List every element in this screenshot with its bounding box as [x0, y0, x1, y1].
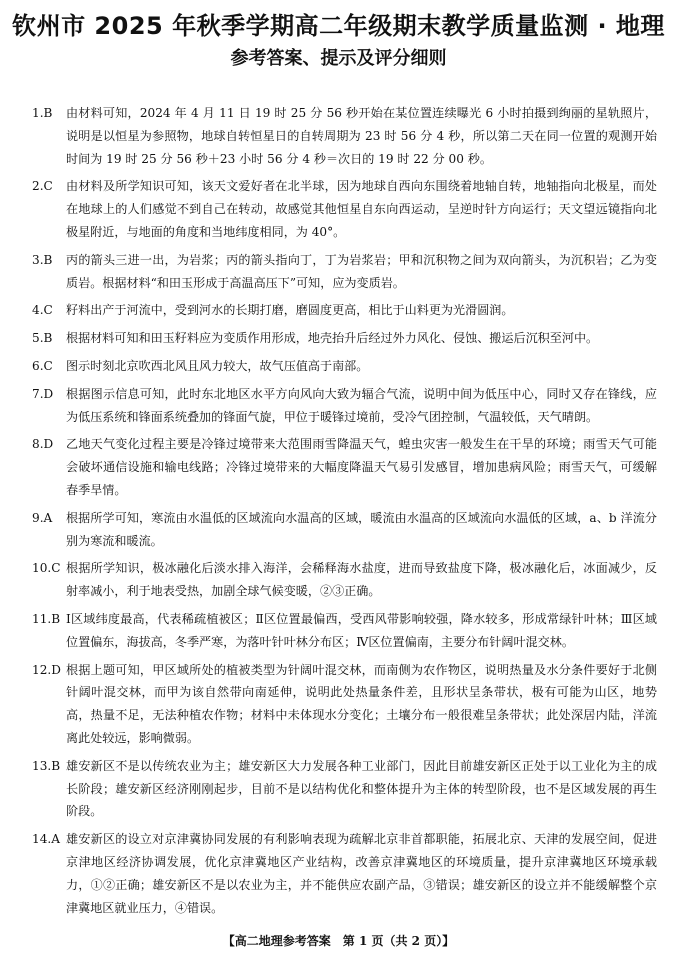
answer-explanation: 图示时刻北京吹西北风且风力较大，故气压值高于南部。: [66, 358, 369, 373]
answer-list: [32, 102, 657, 924]
answer-number: 8.D: [32, 437, 54, 452]
answer-number: 10.C: [32, 561, 61, 576]
answer-number: 1.B: [32, 106, 53, 120]
answer-explanation: 根据所学可知，寒流由水温低的区域流向水温高的区域，暖流由水温高的区域流向水温低的区域，a、b 洋流分别为寒流和暖流。: [66, 510, 657, 548]
answer-number: 14.A: [32, 832, 60, 847]
answer-number: 13.B: [32, 758, 61, 773]
answer-explanation: 由材料及所学知识可知，该天文爱好者在北半球，因为地球自西向东围绕着地轴自转，地轴指向北极星，而处在地球上的人们感觉不到自己在转动，故感觉其他恒星自东向西运动，呈逆时针方向运行；天文望远镜指向北极星附近，与地面的角度和当地纬度相同，为 40°。: [66, 179, 657, 239]
answer-explanation: 雄安新区的设立对京津冀协同发展的有利影响表现为疏解北京非首都职能，拓展北京、天津的发展空间，促进京津地区经济协调发展，优化京津冀地区产业结构，改善京津冀地区的环境质量，提升京津冀地区环境承载力，①②正确；雄安新区不是以农业为主，并不能供应农副产品，③错误；雄安新区的设立并不能缓解整个京津冀地区就业压力，④错误。: [66, 832, 657, 915]
answer-explanation: 根据所学知识，极冰融化后淡水排入海洋，会稀释海水盐度，进而导致盐度下降，极冰融化后，冰面减少，反射率减小，利于地表受热，加剧全球气候变暖，②③正确。: [66, 561, 657, 599]
answer-explanation: 丙的箭头三进一出，为岩浆；丙的箭头指向丁，丁为岩浆岩；甲和沉积物之间为双向箭头，为沉积岩；乙为变质岩。根据材料“和田玉形成于高温高压下”可知，应为变质岩。: [66, 252, 657, 290]
answer-item: [32, 828, 657, 919]
answer-item: [32, 433, 657, 501]
answer-item: [32, 102, 657, 170]
answer-explanation: 根据图示信息可知，此时东北地区水平方向风向大致为辐合气流，说明中间为低压中心，同时又存在锋线，应为低压系统和锋面系统叠加的锋面气旋，甲位于暖锋过境前，受冷气团控制，气温较低，天气晴朗。: [66, 386, 657, 424]
answer-item: [32, 299, 657, 322]
answer-number: 7.D: [32, 386, 54, 401]
page-title: 钦州市 2025 年秋季学期高二年级期末教学质量监测 · 地理: [12, 12, 665, 40]
answer-explanation: 由材料可知，2024 年 4 月 11 日 19 时 25 分 56 秒开始在某位置连续曝光 6 小时拍摄到绚丽的星轨照片，说明是以恒星为参照物，地球自转恒星日的自转周期为 23 时 56 分 4 秒，所以第二天在同一位置的观测开始时间为 19 时 25 分 56 秒＋23 小时 56 分 4 秒＝次日的 19 时 22 分 00 秒。: [66, 106, 657, 166]
answer-number: 11.B: [32, 611, 61, 626]
answer-explanation: Ⅰ区域纬度最高，代表稀疏植被区；Ⅱ区位置最偏西，受西风带影响较强，降水较多，形成常绿针叶林；Ⅲ区域位置偏东，海拔高，冬季严寒，为落叶针叶林分布区；Ⅳ区位置偏南，主要分布针阔叶混交林。: [66, 611, 657, 649]
answer-item: [32, 755, 657, 823]
answer-item: [32, 355, 657, 378]
answer-item: [32, 249, 657, 295]
page-subtitle: 参考答案、提示及评分细则: [230, 48, 447, 69]
answer-number: 2.C: [32, 179, 53, 194]
answer-item: [32, 175, 657, 243]
answer-item: [32, 507, 657, 553]
answer-number: 3.B: [32, 252, 53, 267]
answer-explanation: 根据上题可知，甲区域所处的植被类型为针阔叶混交林，而南侧为农作物区，说明热量及水分条件要好于北侧针阔叶混交林，而甲为该自然带向南延伸，说明此处热量条件差，且形状呈条带状，极有可能为山区，地势高，热量不足，无法种植农作物；材料中未体现水分变化；土壤分布一般很难呈条带状；此处深居内陆，洋流离此处较远，影响微弱。: [66, 662, 657, 745]
answer-item: [32, 383, 657, 429]
page-footer: 【高二地理参考答案 第 1 页（共 2 页）】: [222, 934, 455, 948]
answer-item: [32, 557, 657, 603]
answer-number: 4.C: [32, 303, 53, 318]
answer-item: [32, 608, 657, 654]
answer-item: [32, 659, 657, 750]
answer-number: 12.D: [32, 662, 61, 677]
answer-explanation: 乙地天气变化过程主要是冷锋过境带来大范围雨雪降温天气，蝗虫灾害一般发生在干旱的环境；雨雪天气可能会破坏通信设施和输电线路；冷锋过境带来的大幅度降温天气易引发感冒，增加患病风险；雨雪天气，可缓解春季旱情。: [66, 437, 657, 497]
answer-explanation: 根据材料可知和田玉籽料应为变质作用形成，地壳抬升后经过外力风化、侵蚀、搬运后沉积至河中。: [66, 331, 599, 346]
answer-number: 9.A: [32, 510, 53, 525]
answer-number: 5.B: [32, 331, 53, 346]
answer-item: [32, 327, 657, 350]
answer-number: 6.C: [32, 358, 53, 373]
answer-explanation: 雄安新区不是以传统农业为主；雄安新区大力发展各种工业部门，因此目前雄安新区正处于以工业化为主的成长阶段；雄安新区经济刚刚起步，目前不是以结构优化和整体提升为主体的转型阶段，也不是区域发展的再生阶段。: [66, 758, 657, 819]
answer-explanation: 籽料出产于河流中，受到河水的长期打磨，磨圆度更高，相比于山料更为光滑圆润。: [66, 303, 514, 318]
